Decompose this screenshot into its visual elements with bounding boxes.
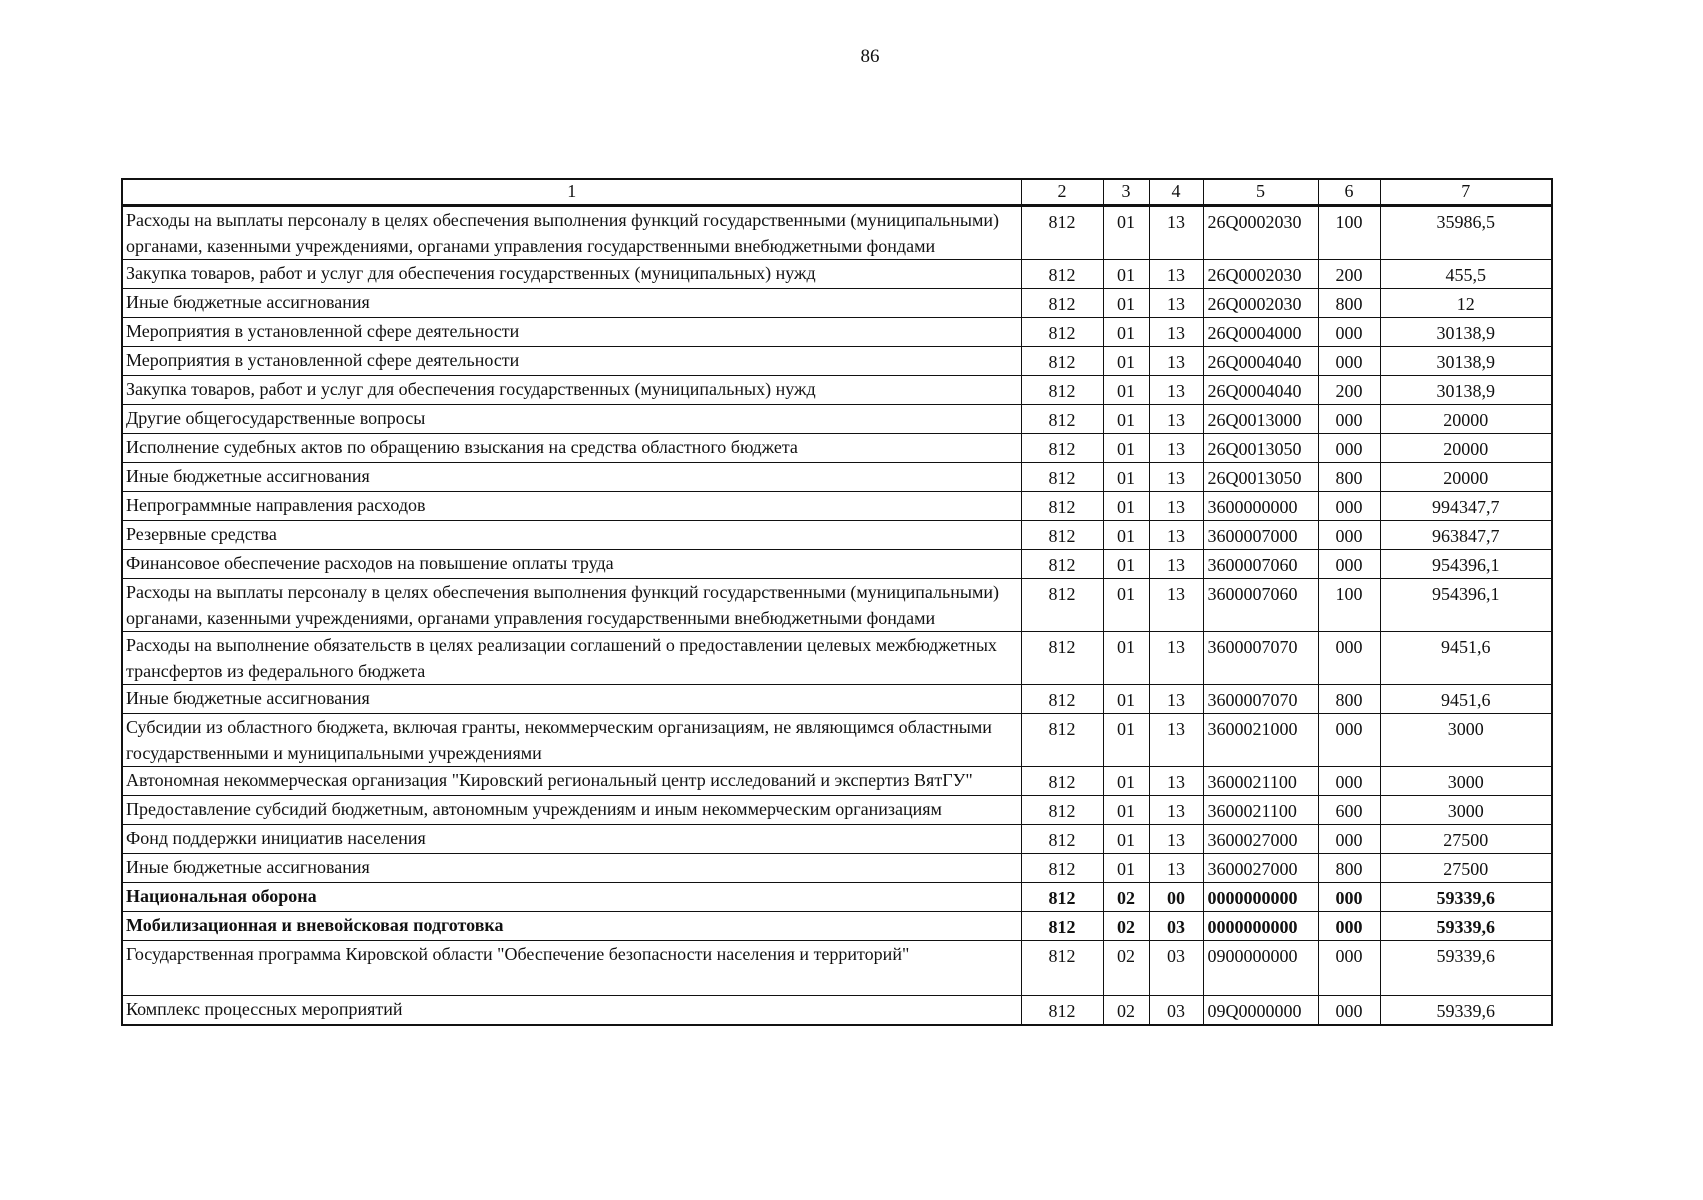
expense-type-cell: 000	[1318, 714, 1380, 767]
target-article-cell: 26Q0002030	[1203, 206, 1318, 260]
expense-name-cell: Автономная некоммерческая организация "Кировский региональный центр исследований и экспертиз ВятГУ"	[122, 767, 1021, 796]
expense-type-cell: 000	[1318, 347, 1380, 376]
section-code-cell: 01	[1103, 206, 1149, 260]
target-article-cell: 26Q0013000	[1203, 405, 1318, 434]
subsection-code-cell: 13	[1149, 347, 1203, 376]
amount-cell: 954396,1	[1380, 579, 1552, 632]
table-row	[122, 579, 1552, 632]
section-code-cell: 01	[1103, 318, 1149, 347]
section-code-cell: 01	[1103, 550, 1149, 579]
subsection-code-cell: 03	[1149, 996, 1203, 1026]
table-row	[122, 260, 1552, 289]
table-row	[122, 434, 1552, 463]
table-row	[122, 521, 1552, 550]
expense-type-cell: 200	[1318, 376, 1380, 405]
subsection-code-cell: 13	[1149, 318, 1203, 347]
expense-type-cell: 100	[1318, 579, 1380, 632]
subsection-code-cell: 13	[1149, 405, 1203, 434]
section-code-cell: 01	[1103, 492, 1149, 521]
expense-type-cell: 000	[1318, 405, 1380, 434]
section-code-cell: 01	[1103, 463, 1149, 492]
table-row	[122, 714, 1552, 767]
expense-name-cell: Непрограммные направления расходов	[122, 492, 1021, 521]
subsection-code-cell: 13	[1149, 289, 1203, 318]
target-article-cell: 3600021000	[1203, 714, 1318, 767]
section-code-cell: 01	[1103, 434, 1149, 463]
amount-cell: 9451,6	[1380, 685, 1552, 714]
amount-cell: 30138,9	[1380, 318, 1552, 347]
ministry-code-cell: 812	[1021, 550, 1103, 579]
table-row	[122, 883, 1552, 912]
table-row	[122, 463, 1552, 492]
expense-name-cell: Расходы на выплаты персоналу в целях обеспечения выполнения функций государственными (муниципальными) органами, казенными учреждениями, органами управления государственными внебюджетными фондами	[122, 579, 1021, 632]
target-article-cell: 0000000000	[1203, 912, 1318, 941]
subsection-code-cell: 13	[1149, 854, 1203, 883]
table-row	[122, 825, 1552, 854]
ministry-code-cell: 812	[1021, 941, 1103, 996]
subsection-code-cell: 13	[1149, 685, 1203, 714]
amount-cell: 59339,6	[1380, 883, 1552, 912]
table-row	[122, 492, 1552, 521]
expense-type-cell: 000	[1318, 767, 1380, 796]
expense-type-cell: 000	[1318, 825, 1380, 854]
expense-name-cell: Исполнение судебных актов по обращению взыскания на средства областного бюджета	[122, 434, 1021, 463]
target-article-cell: 3600007070	[1203, 685, 1318, 714]
ministry-code-cell: 812	[1021, 289, 1103, 318]
table-row	[122, 767, 1552, 796]
section-code-cell: 01	[1103, 714, 1149, 767]
section-code-cell: 01	[1103, 579, 1149, 632]
table-row	[122, 206, 1552, 260]
expense-type-cell: 200	[1318, 260, 1380, 289]
amount-cell: 20000	[1380, 463, 1552, 492]
subsection-code-cell: 13	[1149, 550, 1203, 579]
expense-type-cell: 000	[1318, 941, 1380, 996]
ministry-code-cell: 812	[1021, 796, 1103, 825]
expense-name-cell: Национальная оборона	[122, 883, 1021, 912]
column-header: 3	[1103, 179, 1149, 206]
subsection-code-cell: 03	[1149, 912, 1203, 941]
expense-name-cell: Иные бюджетные ассигнования	[122, 685, 1021, 714]
column-header: 7	[1380, 179, 1552, 206]
ministry-code-cell: 812	[1021, 347, 1103, 376]
table-row	[122, 376, 1552, 405]
ministry-code-cell: 812	[1021, 883, 1103, 912]
expense-type-cell: 000	[1318, 632, 1380, 685]
expense-type-cell: 000	[1318, 318, 1380, 347]
ministry-code-cell: 812	[1021, 579, 1103, 632]
expense-name-cell: Расходы на выплаты персоналу в целях обеспечения выполнения функций государственными (муниципальными) органами, казенными учреждениями, органами управления государственными внебюджетными фондами	[122, 206, 1021, 260]
expense-name-cell: Иные бюджетные ассигнования	[122, 854, 1021, 883]
target-article-cell: 26Q0013050	[1203, 463, 1318, 492]
amount-cell: 954396,1	[1380, 550, 1552, 579]
subsection-code-cell: 13	[1149, 521, 1203, 550]
ministry-code-cell: 812	[1021, 206, 1103, 260]
table-row	[122, 347, 1552, 376]
table-body	[122, 206, 1552, 1026]
ministry-code-cell: 812	[1021, 996, 1103, 1026]
target-article-cell: 26Q0002030	[1203, 289, 1318, 318]
section-code-cell: 02	[1103, 883, 1149, 912]
expense-type-cell: 000	[1318, 492, 1380, 521]
table-row	[122, 632, 1552, 685]
target-article-cell: 0900000000	[1203, 941, 1318, 996]
table-row	[122, 996, 1552, 1026]
subsection-code-cell: 13	[1149, 714, 1203, 767]
amount-cell: 59339,6	[1380, 941, 1552, 996]
expense-type-cell: 800	[1318, 854, 1380, 883]
subsection-code-cell: 13	[1149, 434, 1203, 463]
section-code-cell: 02	[1103, 941, 1149, 996]
section-code-cell: 02	[1103, 912, 1149, 941]
column-header: 4	[1149, 179, 1203, 206]
table-row	[122, 685, 1552, 714]
table-header-row	[122, 179, 1552, 206]
subsection-code-cell: 13	[1149, 492, 1203, 521]
amount-cell: 3000	[1380, 796, 1552, 825]
section-code-cell: 01	[1103, 347, 1149, 376]
ministry-code-cell: 812	[1021, 260, 1103, 289]
table-row	[122, 318, 1552, 347]
amount-cell: 30138,9	[1380, 376, 1552, 405]
ministry-code-cell: 812	[1021, 463, 1103, 492]
target-article-cell: 3600007060	[1203, 579, 1318, 632]
expense-name-cell: Финансовое обеспечение расходов на повышение оплаты труда	[122, 550, 1021, 579]
target-article-cell: 26Q0004040	[1203, 376, 1318, 405]
amount-cell: 12	[1380, 289, 1552, 318]
table-row	[122, 796, 1552, 825]
section-code-cell: 01	[1103, 289, 1149, 318]
table-row	[122, 941, 1552, 996]
expense-name-cell: Предоставление субсидий бюджетным, автономным учреждениям и иным некоммерческим организациям	[122, 796, 1021, 825]
ministry-code-cell: 812	[1021, 685, 1103, 714]
expense-type-cell: 800	[1318, 289, 1380, 318]
ministry-code-cell: 812	[1021, 405, 1103, 434]
section-code-cell: 01	[1103, 796, 1149, 825]
amount-cell: 3000	[1380, 714, 1552, 767]
column-header: 1	[122, 179, 1021, 206]
ministry-code-cell: 812	[1021, 632, 1103, 685]
subsection-code-cell: 13	[1149, 796, 1203, 825]
expense-name-cell: Иные бюджетные ассигнования	[122, 289, 1021, 318]
amount-cell: 963847,7	[1380, 521, 1552, 550]
ministry-code-cell: 812	[1021, 318, 1103, 347]
subsection-code-cell: 13	[1149, 463, 1203, 492]
budget-table	[121, 178, 1553, 1026]
section-code-cell: 01	[1103, 685, 1149, 714]
ministry-code-cell: 812	[1021, 492, 1103, 521]
subsection-code-cell: 13	[1149, 260, 1203, 289]
target-article-cell: 3600000000	[1203, 492, 1318, 521]
subsection-code-cell: 13	[1149, 376, 1203, 405]
ministry-code-cell: 812	[1021, 434, 1103, 463]
target-article-cell: 26Q0013050	[1203, 434, 1318, 463]
target-article-cell: 3600007060	[1203, 550, 1318, 579]
amount-cell: 30138,9	[1380, 347, 1552, 376]
section-code-cell: 01	[1103, 854, 1149, 883]
ministry-code-cell: 812	[1021, 376, 1103, 405]
table-row	[122, 289, 1552, 318]
expense-type-cell: 000	[1318, 996, 1380, 1026]
table-row	[122, 912, 1552, 941]
target-article-cell: 26Q0002030	[1203, 260, 1318, 289]
subsection-code-cell: 13	[1149, 579, 1203, 632]
expense-name-cell: Комплекс процессных мероприятий	[122, 996, 1021, 1026]
expense-name-cell: Фонд поддержки инициатив населения	[122, 825, 1021, 854]
target-article-cell: 0000000000	[1203, 883, 1318, 912]
target-article-cell: 3600007000	[1203, 521, 1318, 550]
expense-type-cell: 800	[1318, 685, 1380, 714]
amount-cell: 59339,6	[1380, 996, 1552, 1026]
amount-cell: 35986,5	[1380, 206, 1552, 260]
expense-name-cell: Расходы на выполнение обязательств в целях реализации соглашений о предоставлении целевых межбюджетных трансфертов из федерального бюджета	[122, 632, 1021, 685]
expense-type-cell: 800	[1318, 463, 1380, 492]
section-code-cell: 01	[1103, 521, 1149, 550]
expense-name-cell: Мобилизационная и вневойсковая подготовка	[122, 912, 1021, 941]
target-article-cell: 09Q0000000	[1203, 996, 1318, 1026]
amount-cell: 20000	[1380, 405, 1552, 434]
expense-name-cell: Закупка товаров, работ и услуг для обеспечения государственных (муниципальных) нужд	[122, 376, 1021, 405]
target-article-cell: 26Q0004040	[1203, 347, 1318, 376]
subsection-code-cell: 13	[1149, 632, 1203, 685]
expense-type-cell: 100	[1318, 206, 1380, 260]
expense-name-cell: Резервные средства	[122, 521, 1021, 550]
ministry-code-cell: 812	[1021, 854, 1103, 883]
section-code-cell: 01	[1103, 260, 1149, 289]
expense-type-cell: 000	[1318, 521, 1380, 550]
amount-cell: 59339,6	[1380, 912, 1552, 941]
amount-cell: 3000	[1380, 767, 1552, 796]
expense-type-cell: 000	[1318, 912, 1380, 941]
expense-name-cell: Другие общегосударственные вопросы	[122, 405, 1021, 434]
expense-name-cell: Иные бюджетные ассигнования	[122, 463, 1021, 492]
expense-name-cell: Закупка товаров, работ и услуг для обеспечения государственных (муниципальных) нужд	[122, 260, 1021, 289]
ministry-code-cell: 812	[1021, 825, 1103, 854]
expense-name-cell: Субсидии из областного бюджета, включая гранты, некоммерческим организациям, не являющимся областными государственными и муниципальными учреждениями	[122, 714, 1021, 767]
ministry-code-cell: 812	[1021, 912, 1103, 941]
subsection-code-cell: 13	[1149, 825, 1203, 854]
target-article-cell: 3600021100	[1203, 767, 1318, 796]
expense-name-cell: Государственная программа Кировской области "Обеспечение безопасности населения и территорий"	[122, 941, 1021, 996]
expense-type-cell: 000	[1318, 550, 1380, 579]
section-code-cell: 02	[1103, 996, 1149, 1026]
table-row	[122, 854, 1552, 883]
section-code-cell: 01	[1103, 767, 1149, 796]
subsection-code-cell: 00	[1149, 883, 1203, 912]
amount-cell: 994347,7	[1380, 492, 1552, 521]
section-code-cell: 01	[1103, 632, 1149, 685]
target-article-cell: 26Q0004000	[1203, 318, 1318, 347]
expense-type-cell: 000	[1318, 434, 1380, 463]
amount-cell: 27500	[1380, 854, 1552, 883]
amount-cell: 9451,6	[1380, 632, 1552, 685]
section-code-cell: 01	[1103, 825, 1149, 854]
ministry-code-cell: 812	[1021, 521, 1103, 550]
table-row	[122, 550, 1552, 579]
page-number: 86	[860, 46, 880, 67]
column-header: 6	[1318, 179, 1380, 206]
target-article-cell: 3600007070	[1203, 632, 1318, 685]
ministry-code-cell: 812	[1021, 714, 1103, 767]
expense-name-cell: Мероприятия в установленной сфере деятельности	[122, 318, 1021, 347]
amount-cell: 455,5	[1380, 260, 1552, 289]
expense-name-cell: Мероприятия в установленной сфере деятельности	[122, 347, 1021, 376]
table-row	[122, 405, 1552, 434]
target-article-cell: 3600027000	[1203, 854, 1318, 883]
subsection-code-cell: 13	[1149, 206, 1203, 260]
subsection-code-cell: 03	[1149, 941, 1203, 996]
expense-type-cell: 000	[1318, 883, 1380, 912]
expense-type-cell: 600	[1318, 796, 1380, 825]
amount-cell: 27500	[1380, 825, 1552, 854]
target-article-cell: 3600027000	[1203, 825, 1318, 854]
ministry-code-cell: 812	[1021, 767, 1103, 796]
column-header: 5	[1203, 179, 1318, 206]
subsection-code-cell: 13	[1149, 767, 1203, 796]
section-code-cell: 01	[1103, 405, 1149, 434]
column-header: 2	[1021, 179, 1103, 206]
amount-cell: 20000	[1380, 434, 1552, 463]
section-code-cell: 01	[1103, 376, 1149, 405]
target-article-cell: 3600021100	[1203, 796, 1318, 825]
